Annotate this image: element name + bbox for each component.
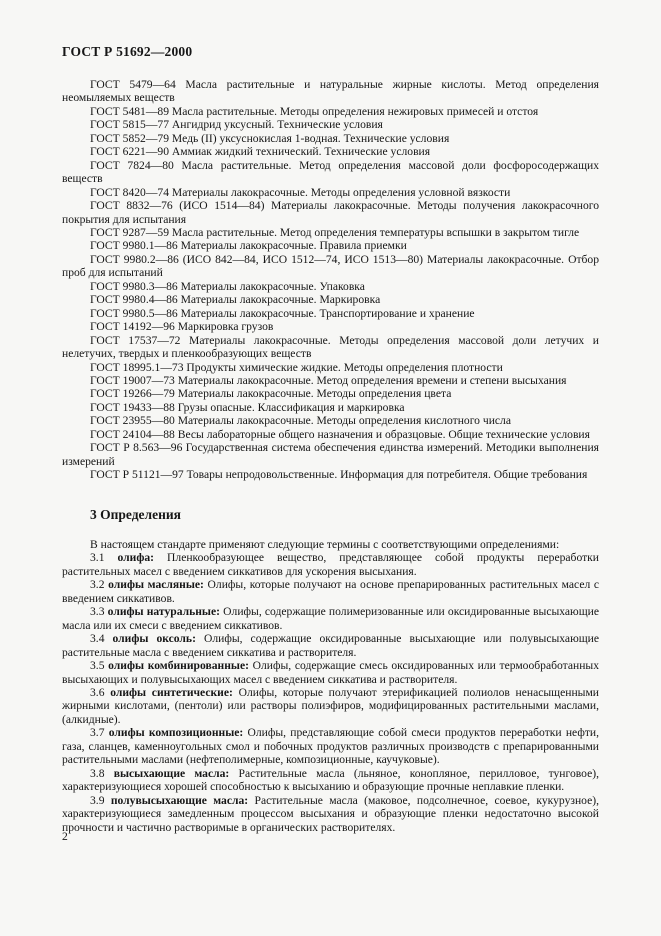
reference-item: ГОСТ 9980.4—86 Материалы лакокрасочные. Маркировка xyxy=(90,293,381,307)
definition-text: Олифы, представляющие собой смеси продуктов переработки нефти, газа, сланцев, каменноугольных смол и побочных продуктов различных производств с препарированными растительными маслами (нефтеполимерные, композиционные, каучуковые). xyxy=(62,726,599,767)
definition-number: 3.4 xyxy=(90,632,105,646)
definition-item xyxy=(62,578,599,605)
reference-item: ГОСТ 19433—88 Грузы опасные. Классификация и маркировка xyxy=(90,400,405,414)
reference-item: ГОСТ 8420—74 Материалы лакокрасочные. Методы определения условной вязкости xyxy=(90,185,511,199)
definition-term: олифы масляные: xyxy=(108,578,204,592)
reference-item: ГОСТ 5852—79 Медь (II) уксуснокислая 1-водная. Технические условия xyxy=(90,131,450,145)
reference-item: ГОСТ 5481—89 Масла растительные. Методы определения нежировых примесей и отстоя xyxy=(90,104,539,118)
page-number: 2 xyxy=(62,830,68,843)
reference-item: ГОСТ 19266—79 Материалы лакокрасочные. Методы определения цвета xyxy=(90,387,452,401)
definition-term: олифы синтетические: xyxy=(110,685,233,699)
definition-text: Олифы, которые получают на основе препарированных растительных масел с введением сиккативов. xyxy=(62,578,600,605)
definition-term: высыхающие масла: xyxy=(113,766,230,780)
reference-item: ГОСТ 14192—96 Маркировка грузов xyxy=(90,320,274,334)
reference-item: ГОСТ 6221—90 Аммиак жидкий технический. Технические условия xyxy=(90,145,431,159)
definition-item xyxy=(62,767,599,794)
definition-item xyxy=(62,726,599,766)
definition-text: Олифы, содержащие смесь оксидированных или термообработанных высыхающих и полувысыхающих масел с введением сиккатива и растворителя. xyxy=(62,659,600,686)
definition-item xyxy=(62,686,599,726)
definition-text: Олифы, которые получают этерификацией полиолов ненасыщенными жирными кислотами, (пентоли) или растворы полиэфиров, модифицированных растительными маслами, (алкидные). xyxy=(62,685,599,726)
definitions-list xyxy=(62,538,599,834)
reference-item: ГОСТ 9287—59 Масла растительные. Метод определения температуры вспышки в закрытом тигле xyxy=(90,225,580,239)
definition-term: олифа: xyxy=(117,551,155,565)
section-title: 3 Определения xyxy=(90,507,181,522)
definition-number: 3.1 xyxy=(90,551,105,565)
reference-item: ГОСТ Р 51121—97 Товары непродовольственные. Информация для потребителя. Общие требования xyxy=(90,468,588,482)
definition-number: 3.5 xyxy=(90,659,105,673)
reference-item: ГОСТ Р 8.563—96 Государственная система обеспечения единства измерений. Методики выполнения измерений xyxy=(62,441,599,468)
reference-item: ГОСТ 19007—73 Материалы лакокрасочные. Метод определения времени и степени высыхания xyxy=(90,373,567,387)
definition-item xyxy=(62,632,599,659)
definition-number: 3.3 xyxy=(90,605,105,619)
reference-item: ГОСТ 9980.5—86 Материалы лакокрасочные. Транспортирование и хранение xyxy=(90,306,475,320)
reference-item: ГОСТ 8832—76 (ИСО 1514—84) Материалы лакокрасочные. Методы получения лакокрасочного покрытия для испытания xyxy=(62,199,599,226)
reference-item: ГОСТ 18995.1—73 Продукты химические жидкие. Методы определения плотности xyxy=(90,360,503,374)
reference-item: ГОСТ 9980.2—86 (ИСО 842—84, ИСО 1512—74, ИСО 1513—80) Материалы лакокрасочные. Отбор проб для испытаний xyxy=(62,252,599,280)
definition-number: 3.6 xyxy=(90,685,105,699)
definition-term: олифы натуральные: xyxy=(107,605,220,619)
definition-number: 3.8 xyxy=(90,766,105,780)
definition-item xyxy=(62,794,599,834)
definition-text: Олифы, содержащие оксидированные высыхающие или полувысыхающие растительные масла с введением сиккатива и растворителя. xyxy=(62,632,600,659)
normative-references-list xyxy=(62,78,599,482)
definition-term: олифы комбинированные: xyxy=(108,659,249,673)
definition-item xyxy=(62,605,599,632)
definition-number: 3.2 xyxy=(90,578,105,592)
reference-item: ГОСТ 17537—72 Материалы лакокрасочные. Методы определения массовой доли летучих и нелетучих, твердых и пленкообразующих веществ xyxy=(62,333,599,361)
reference-item: ГОСТ 5815—77 Ангидрид уксусный. Технические условия xyxy=(90,118,383,132)
definition-term: олифы оксоль: xyxy=(112,632,196,646)
definition-number: 3.7 xyxy=(90,726,105,740)
reference-item: ГОСТ 23955—80 Материалы лакокрасочные. Методы определения кислотного числа xyxy=(90,414,511,428)
reference-item: ГОСТ 7824—80 Масла растительные. Метод определения массовой доли фосфоросодержащих веществ xyxy=(62,158,599,186)
reference-item: ГОСТ 9980.3—86 Материалы лакокрасочные. Упаковка xyxy=(90,279,365,293)
definition-term: олифы композиционные: xyxy=(108,726,244,740)
definition-number: 3.9 xyxy=(90,793,105,807)
definition-term: полувысыхающие масла: xyxy=(110,793,249,807)
definition-text: Растительные масла (льняное, конопляное, перилловое, тунговое), характеризующиеся хорошей способностью к высыханию и образующие прочные неплавкие пленки. xyxy=(62,766,599,794)
definitions-intro: В настоящем стандарте применяют следующие термины с соответствующими определениями: xyxy=(90,538,560,551)
definition-text: Пленкообразующее вещество, представляющее собой продукты переработки растительных масел с введением сиккативов для ускорения высыхания. xyxy=(62,551,600,578)
definition-text: Олифы, содержащие полимеризованные или оксидированные высыхающие масла или их смеси с введением сиккативов. xyxy=(62,605,599,632)
reference-item: ГОСТ 24104—88 Весы лабораторные общего назначения и образцовые. Общие технические условия xyxy=(90,427,590,441)
reference-item: ГОСТ 9980.1—86 Материалы лакокрасочные. Правила приемки xyxy=(90,239,407,253)
definition-item xyxy=(62,551,599,578)
definition-text: Растительные масла (маковое, подсолнечное, соевое, кукурузное), характеризующиеся замедленным процессом высыхания и образующие пленки недостаточно высокой прочности и частично растворимые в органических растворителях. xyxy=(62,793,599,834)
definition-item xyxy=(62,659,599,686)
document-header: ГОСТ Р 51692—2000 xyxy=(62,44,193,59)
reference-item: ГОСТ 5479—64 Масла растительные и натуральные жирные кислоты. Метод определения неомыляемых веществ xyxy=(62,78,599,105)
